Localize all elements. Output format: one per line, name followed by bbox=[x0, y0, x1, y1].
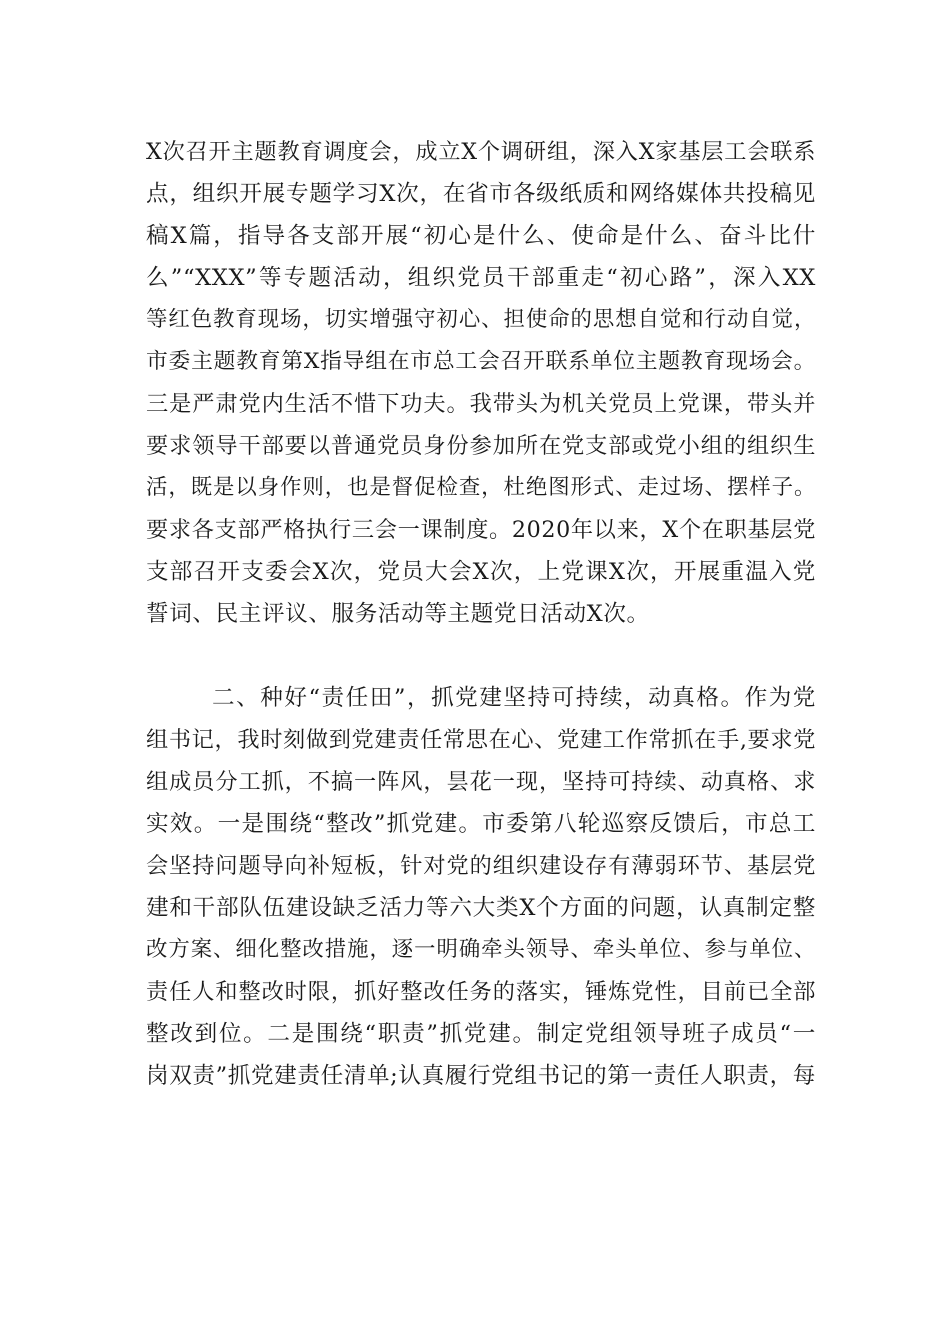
paragraph-line: 组成员分工抓，不搞一阵风，昙花一现，坚持可持续、动真格、求 bbox=[146, 769, 816, 795]
paragraph-line: 组书记，我时刻做到党建责任常思在心、党建工作常抓在手,要求党 bbox=[146, 727, 816, 753]
paragraph-line: X次召开主题教育调度会，成立X个调研组，深入X家基层工会联系 bbox=[146, 139, 816, 165]
section-heading-line: 二、种好“责任田”，抓党建坚持可持续，动真格。作为党 bbox=[212, 685, 816, 711]
paragraph-line: 改方案、细化整改措施，逐一明确牵头领导、牵头单位、参与单位、 bbox=[146, 937, 816, 962]
paragraph-line: 建和干部队伍建设缺乏活力等六大类X个方面的问题，认真制定整 bbox=[146, 895, 816, 921]
paragraph-line: 责任人和整改时限，抓好整改任务的落实，锤炼党性，目前已全部 bbox=[146, 979, 816, 1005]
paragraph-line: 实效。一是围绕“整改”抓党建。市委第八轮巡察反馈后，市总工 bbox=[146, 811, 816, 837]
paragraph-line: 等红色教育现场，切实增强守初心、担使命的思想自觉和行动自觉， bbox=[146, 307, 816, 332]
paragraph-line: 会坚持问题导向补短板，针对党的组织建设存有薄弱环节、基层党 bbox=[146, 853, 816, 879]
paragraph-line: 支部召开支委会X次，党员大会X次，上党课X次，开展重温入党 bbox=[146, 559, 816, 585]
paragraph-line: 誓词、民主评议、服务活动等主题党日活动X次。 bbox=[146, 601, 650, 627]
paragraph-line: 稿X篇，指导各支部开展“初心是什么、使命是什么、奋斗比什 bbox=[146, 223, 816, 249]
paragraph-line: 要求领导干部要以普通党员身份参加所在党支部或党小组的组织生 bbox=[146, 433, 816, 459]
paragraph-line: 三是严肃党内生活不惜下功夫。我带头为机关党员上党课，带头并 bbox=[146, 391, 816, 417]
paragraph-line: 岗双责”抓党建责任清单;认真履行党组书记的第一责任人职责，每 bbox=[146, 1063, 816, 1089]
paragraph-line: 么”“XXX”等专题活动，组织党员干部重走“初心路”，深入XX bbox=[146, 265, 816, 291]
paragraph-line: 要求各支部严格执行三会一课制度。2020年以来，X个在职基层党 bbox=[146, 517, 816, 543]
paragraph-gap bbox=[146, 635, 816, 677]
paragraph-line: 市委主题教育第X指导组在市总工会召开联系单位主题教育现场会。 bbox=[146, 349, 816, 374]
document-body bbox=[146, 131, 816, 1097]
paragraph-line: 整改到位。二是围绕“职责”抓党建。制定党组领导班子成员“一 bbox=[146, 1021, 816, 1047]
paragraph-line: 活，既是以身作则，也是督促检查，杜绝图形式、走过场、摆样子。 bbox=[146, 475, 816, 500]
paragraph-line: 点，组织开展专题学习X次，在省市各级纸质和网络媒体共投稿见 bbox=[146, 181, 816, 207]
